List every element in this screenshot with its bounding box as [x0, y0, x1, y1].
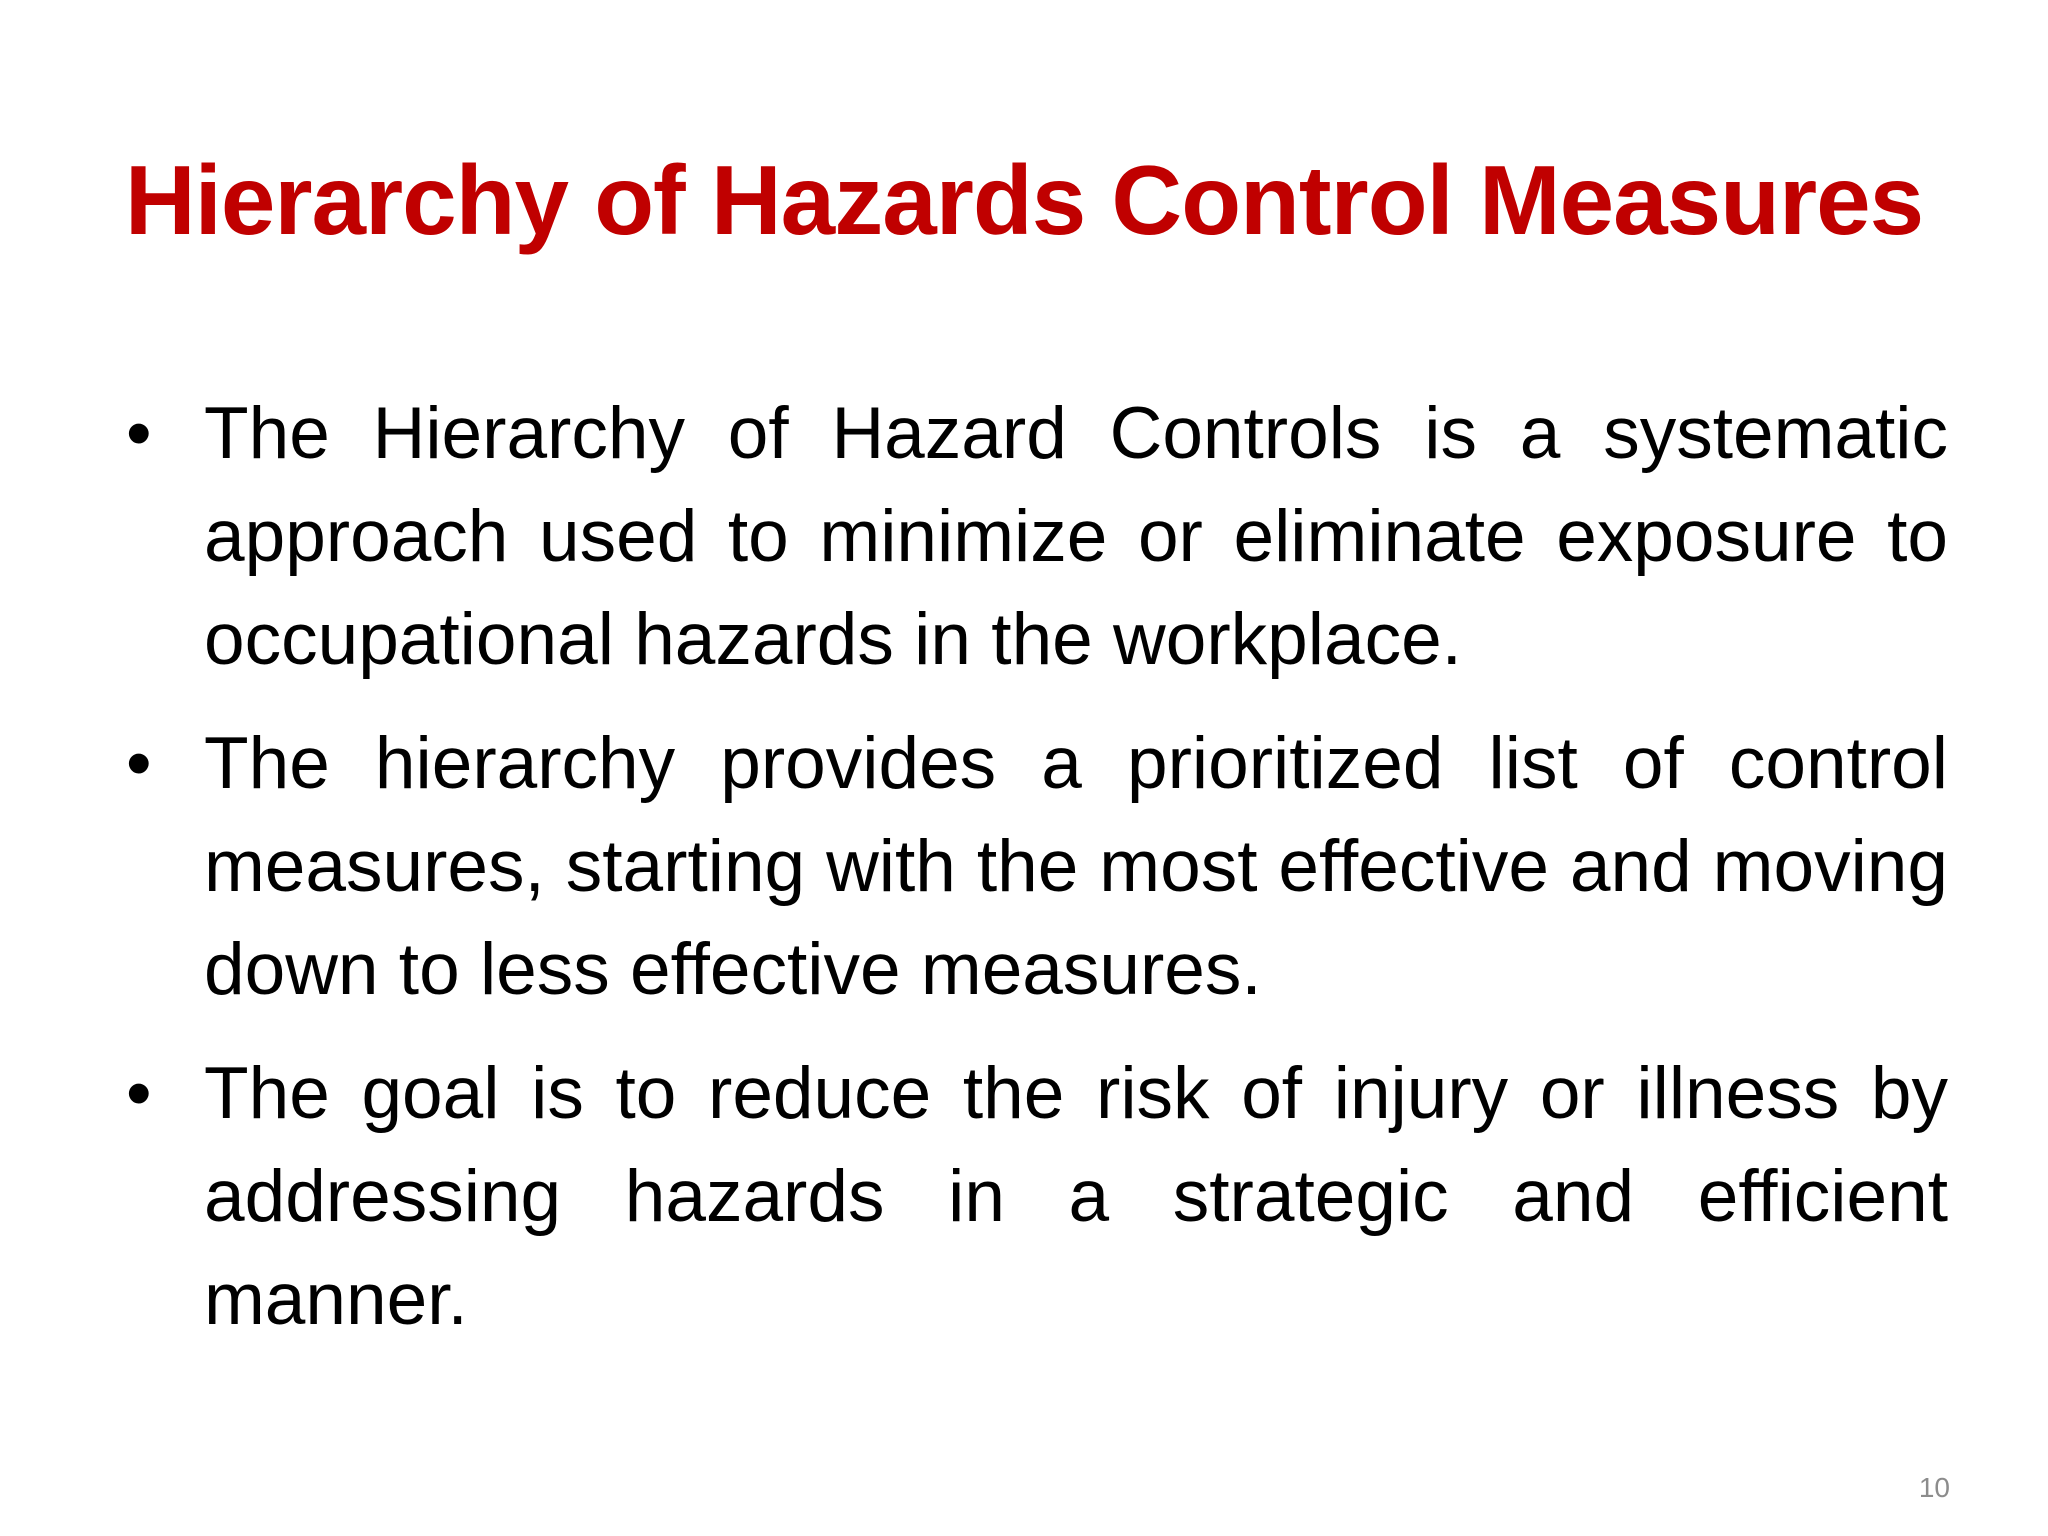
bullet-item-1 — [118, 382, 1948, 691]
bullet-icon: • — [126, 1053, 152, 1134]
bullet-text-2: The hierarchy provides a prioritized list of control measures, starting with the most effective and moving down to less effective measures. — [204, 723, 1948, 1010]
bullet-list — [118, 382, 1948, 1372]
bullet-text-3: The goal is to reduce the risk of injury or illness by addressing hazards in a strategic and efficient manner. — [204, 1053, 1948, 1340]
bullet-icon: • — [126, 723, 152, 804]
bullet-item-2 — [118, 712, 1948, 1021]
bullet-text-1: The Hierarchy of Hazard Controls is a systematic approach used to minimize or eliminate exposure to occupational hazards in the workplace. — [204, 393, 1948, 680]
slide-title: Hierarchy of Hazards Control Measures — [124, 145, 1924, 255]
page-number: 10 — [1918, 1472, 1950, 1503]
bullet-icon: • — [126, 393, 152, 474]
bullet-item-3 — [118, 1042, 1948, 1351]
